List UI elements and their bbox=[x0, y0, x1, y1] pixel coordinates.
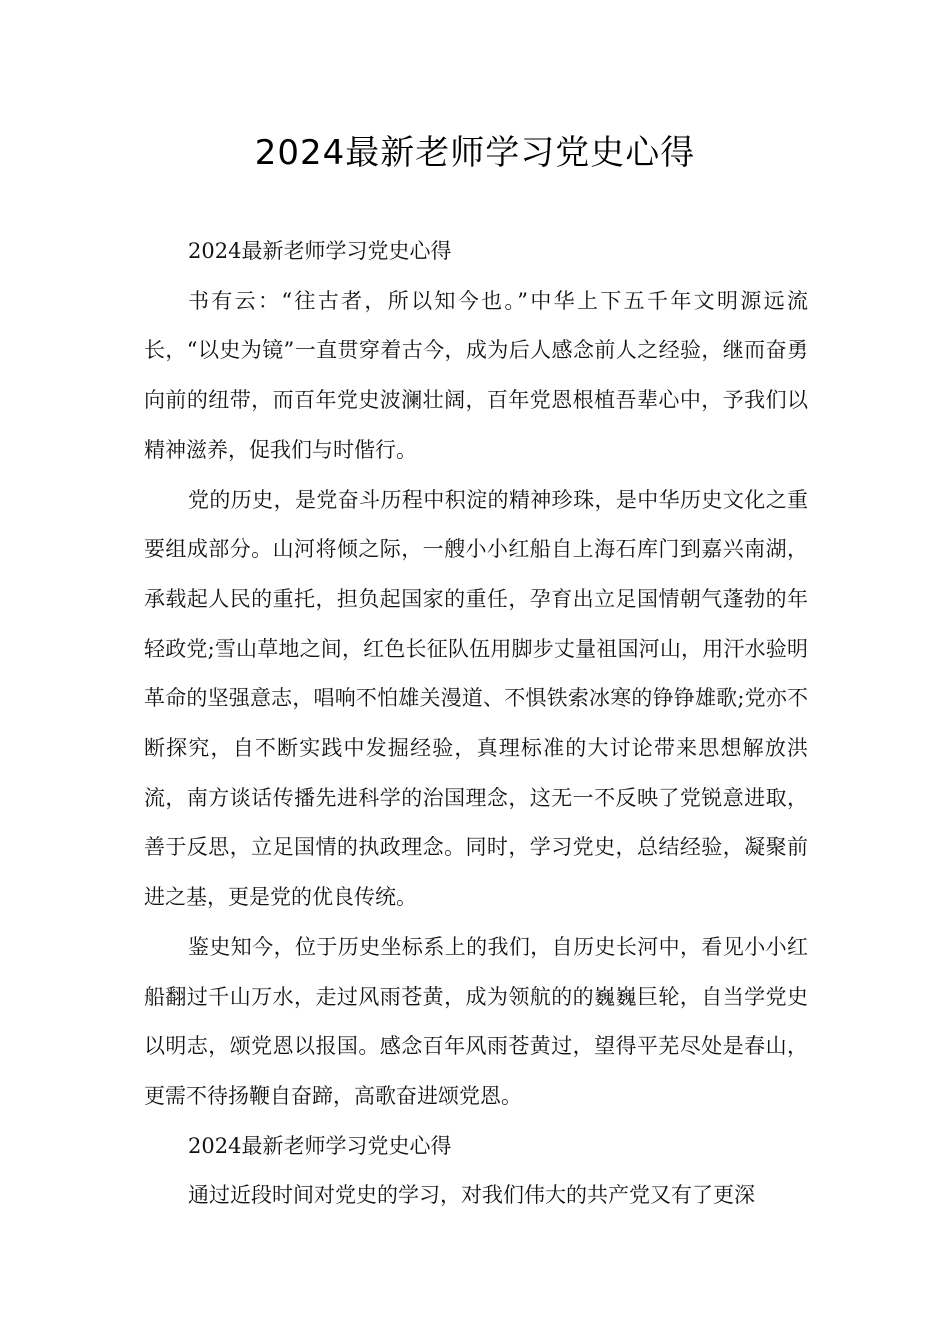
document-title: 2024最新老师学习党史心得 bbox=[254, 133, 696, 173]
document-body bbox=[144, 227, 808, 1221]
body-paragraph: 书有云：“往古者，所以知今也。”中华上下五千年文明源远流长，“以史为镜”一直贯穿着古今，成为后人感念前人之经验，继而奋勇向前的纽带，而百年党史波澜壮阔，百年党恩根植吾辈心中，予我们以精神滋养，促我们与时偕行。 bbox=[144, 288, 808, 462]
body-paragraph: 党的历史，是党奋斗历程中积淀的精神珍珠，是中华历史文化之重要组成部分。山河将倾之际，一艘小小红船自上海石库门到嘉兴南湖，承载起人民的重托，担负起国家的重任，孕育出立足国情朝气蓬勃的年轻政党;雪山草地之间，红色长征队伍用脚步丈量祖国河山，用汗水验明革命的坚强意志，唱响不怕雄关漫道、不惧铁索冰寒的铮铮雄歌;党亦不断探究，自不断实践中发掘经验，真理标准的大讨论带来思想解放洪流，南方谈话传播先进科学的治国理念，这无一不反映了党锐意进取，善于反思，立足国情的执政理念。同时，学习党史，总结经验，凝聚前进之基，更是党的优良传统。 bbox=[144, 487, 808, 910]
body-paragraph: 通过近段时间对党史的学习，对我们伟大的共产党又有了更深 bbox=[188, 1183, 755, 1208]
section-heading: 2024最新老师学习党史心得 bbox=[188, 1133, 452, 1158]
body-paragraph: 鉴史知今，位于历史坐标系上的我们，自历史长河中，看见小小红船翻过千山万水，走过风雨苍黄，成为领航的的巍巍巨轮，自当学党史以明志，颂党恩以报国。感念百年风雨苍黄过，望得平芜尽处是春山，更需不待扬鞭自奋蹄，高歌奋进颂党恩。 bbox=[144, 934, 808, 1108]
section-heading: 2024最新老师学习党史心得 bbox=[188, 239, 452, 263]
